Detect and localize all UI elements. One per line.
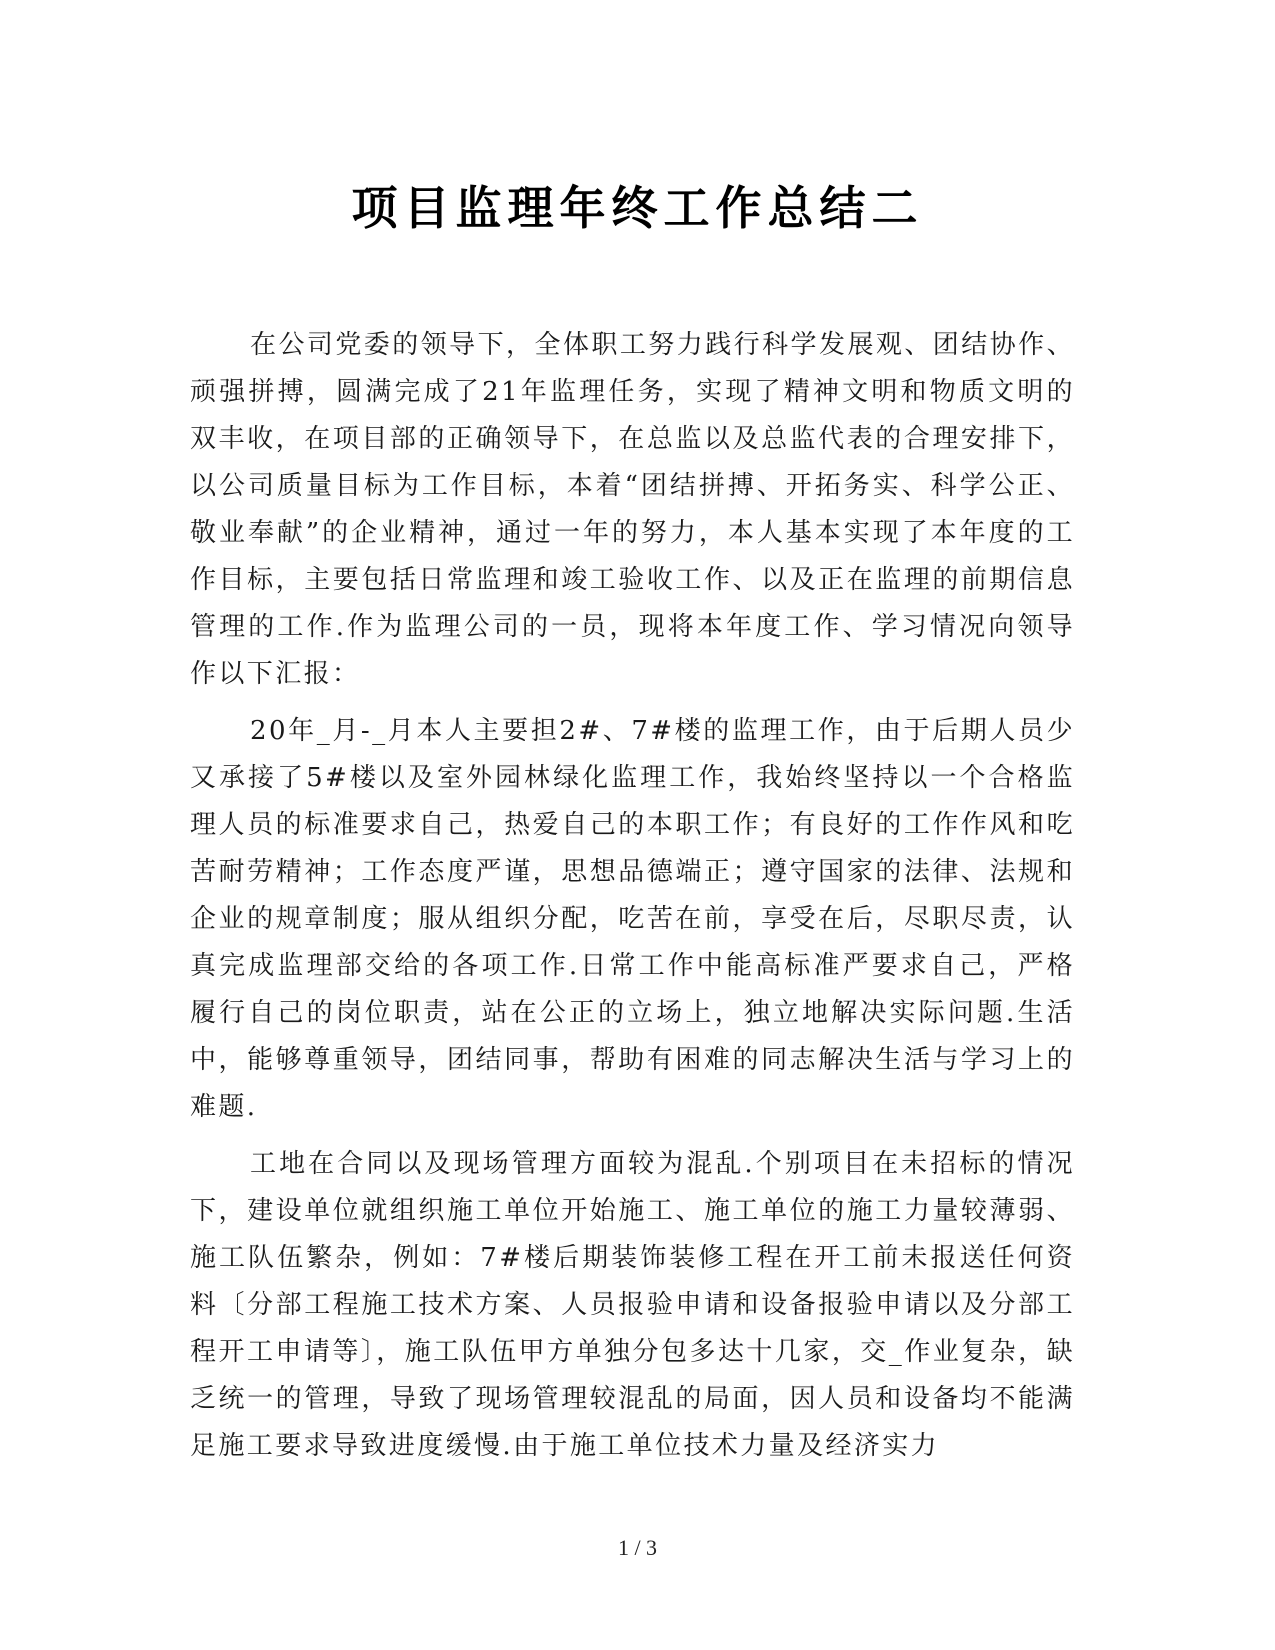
- paragraph: 工地在合同以及现场管理方面较为混乱.个别项目在未招标的情况下，建设单位就组织施工单位开始施工、施工单位的施工力量较薄弱、施工队伍繁杂，例如：7#楼后期装饰装修工程在开工前未报送任何资料〔分部工程施工技术方案、人员报验申请和设备报验申请以及分部工程开工申请等〕，施工队伍甲方单独分包多达十几家，交_作业复杂，缺乏统一的管理，导致了现场管理较混乱的局面，因人员和设备均不能满足施工要求导致进度缓慢.由于施工单位技术力量及经济实力: [190, 1149, 1075, 1461]
- page-number: 1 / 3: [617, 1535, 658, 1560]
- document-title: 项目监理年终工作总结二: [351, 180, 924, 235]
- paragraph: 在公司党委的领导下，全体职工努力践行科学发展观、团结协作、顽强拼搏，圆满完成了21年监理任务，实现了精神文明和物质文明的双丰收，在项目部的正确领导下，在总监以及总监代表的合理安排下，以公司质量目标为工作目标，本着“团结拼搏、开拓务实、科学公正、敬业奉献”的企业精神，通过一年的努力，本人基本实现了本年度的工作目标，主要包括日常监理和竣工验收工作、以及正在监理的前期信息管理的工作.作为监理公司的一员，现将本年度工作、学习情况向领导作以下汇报：: [190, 330, 1075, 689]
- paragraph: 20年_月-_月本人主要担2#、7#楼的监理工作，由于后期人员少又承接了5#楼以及室外园林绿化监理工作，我始终坚持以一个合格监理人员的标准要求自己，热爱自己的本职工作；有良好的工作作风和吃苦耐劳精神；工作态度严谨，思想品德端正；遵守国家的法律、法规和企业的规章制度；服从组织分配，吃苦在前，享受在后，尽职尽责，认真完成监理部交给的各项工作.日常工作中能高标准严要求自己，严格履行自己的岗位职责，站在公正的立场上，独立地解决实际问题.生活中，能够尊重领导，团结同事，帮助有困难的同志解决生活与学习上的难题.: [190, 716, 1075, 1122]
- document-body: [190, 322, 1075, 1480]
